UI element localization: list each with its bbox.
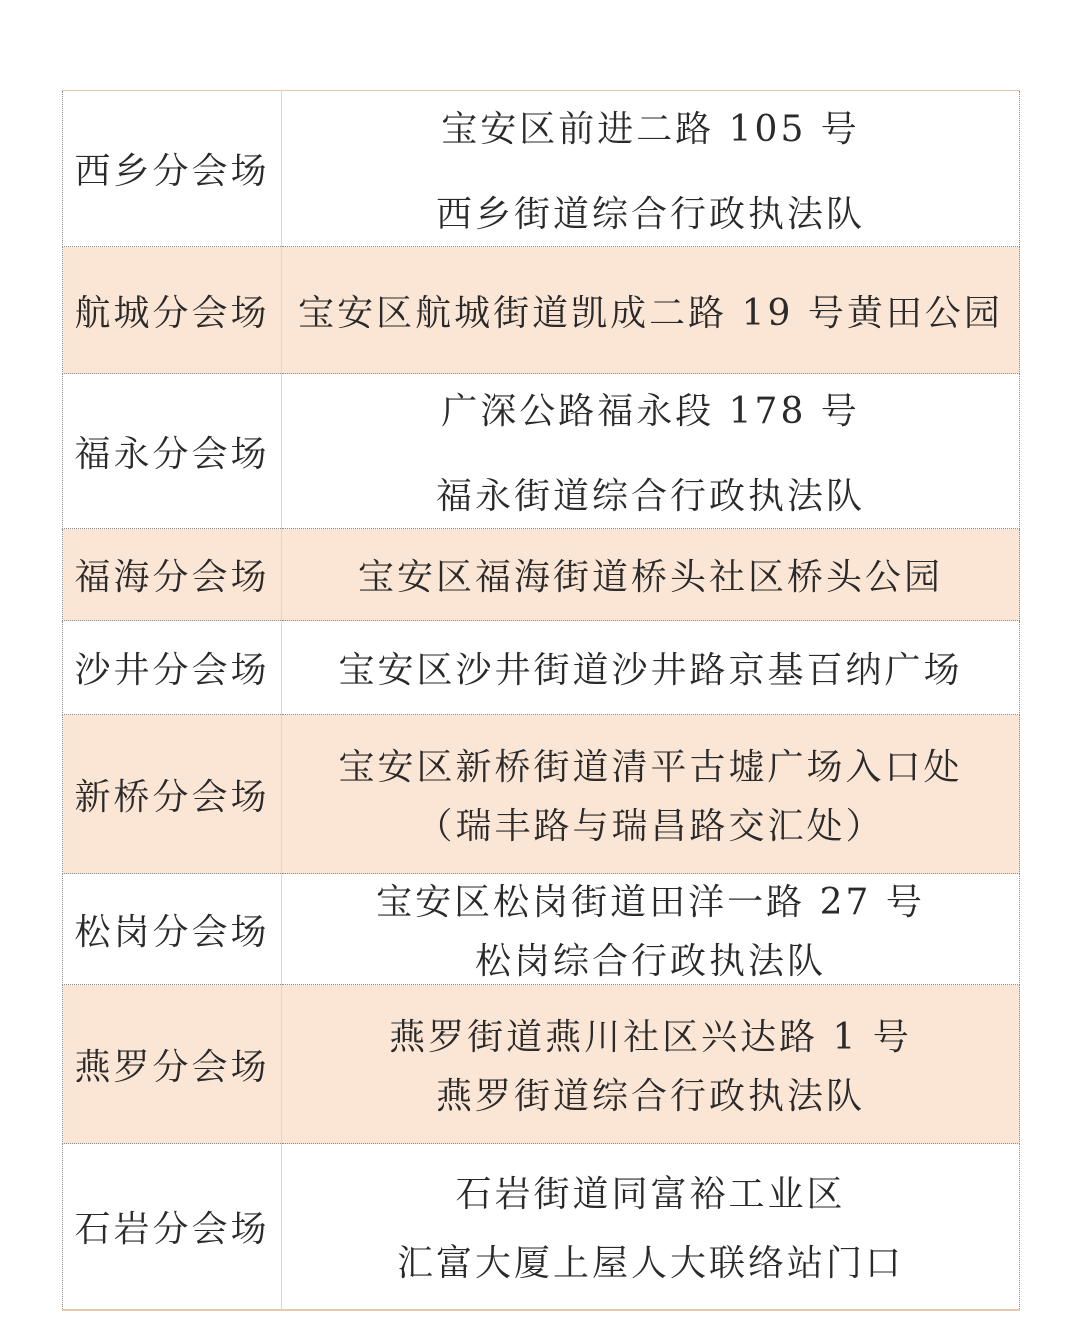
- venue-name: 松岗分会场: [63, 874, 282, 985]
- venue-address: [282, 374, 1020, 529]
- venue-address: [282, 247, 1020, 374]
- table-row: [63, 715, 1020, 874]
- address-line: 宝安区航城街道凯成二路 19 号黄田公园: [298, 292, 1003, 334]
- address-line: 汇富大厦上屋人大联络站门口: [396, 1243, 904, 1285]
- venue-table: [62, 90, 1020, 1311]
- table-row: [63, 247, 1020, 374]
- venue-name: 西乡分会场: [63, 91, 282, 247]
- address-line: 宝安区福海街道桥头社区桥头公园: [357, 557, 943, 598]
- venue-name: 沙井分会场: [63, 621, 282, 715]
- address-line: 燕罗街道综合行政执法队: [435, 1076, 865, 1117]
- table-row: [63, 985, 1020, 1144]
- address-line: 宝安区前进二路 105 号: [441, 108, 860, 150]
- venue-address: [282, 91, 1020, 247]
- table-row: [63, 91, 1020, 247]
- address-line: 福永街道综合行政执法队: [435, 476, 865, 517]
- table-row: [63, 874, 1020, 985]
- address-line: 西乡街道综合行政执法队: [435, 193, 865, 235]
- venue-name: 燕罗分会场: [63, 985, 282, 1144]
- address-line: 燕罗街道燕川社区兴达路 1 号: [389, 1017, 912, 1058]
- venue-address: [282, 985, 1020, 1144]
- venue-address: [282, 715, 1020, 874]
- venue-name: 福海分会场: [63, 529, 282, 621]
- table-row: [63, 1144, 1020, 1310]
- address-line: 宝安区沙井街道沙井路京基百纳广场: [338, 650, 963, 691]
- venue-name: 航城分会场: [63, 247, 282, 374]
- venue-address: [282, 529, 1020, 621]
- venue-name: 新桥分会场: [63, 715, 282, 874]
- address-line: 宝安区松岗街道田洋一路 27 号: [376, 882, 925, 923]
- venue-address: [282, 874, 1020, 985]
- table-row: [63, 374, 1020, 529]
- venue-name: 福永分会场: [63, 374, 282, 529]
- venue-name: 石岩分会场: [63, 1144, 282, 1310]
- address-line: 松岗综合行政执法队: [474, 941, 826, 982]
- table-row: [63, 621, 1020, 715]
- table-row: [63, 529, 1020, 621]
- address-line: 宝安区新桥街道清平古墟广场入口处: [338, 747, 963, 788]
- address-line: （瑞丰路与瑞昌路交汇处）: [416, 806, 885, 847]
- address-line: 石岩街道同富裕工业区: [455, 1174, 846, 1216]
- address-line: 广深公路福永段 178 号: [441, 391, 860, 432]
- venue-address: [282, 621, 1020, 715]
- venue-address: [282, 1144, 1020, 1310]
